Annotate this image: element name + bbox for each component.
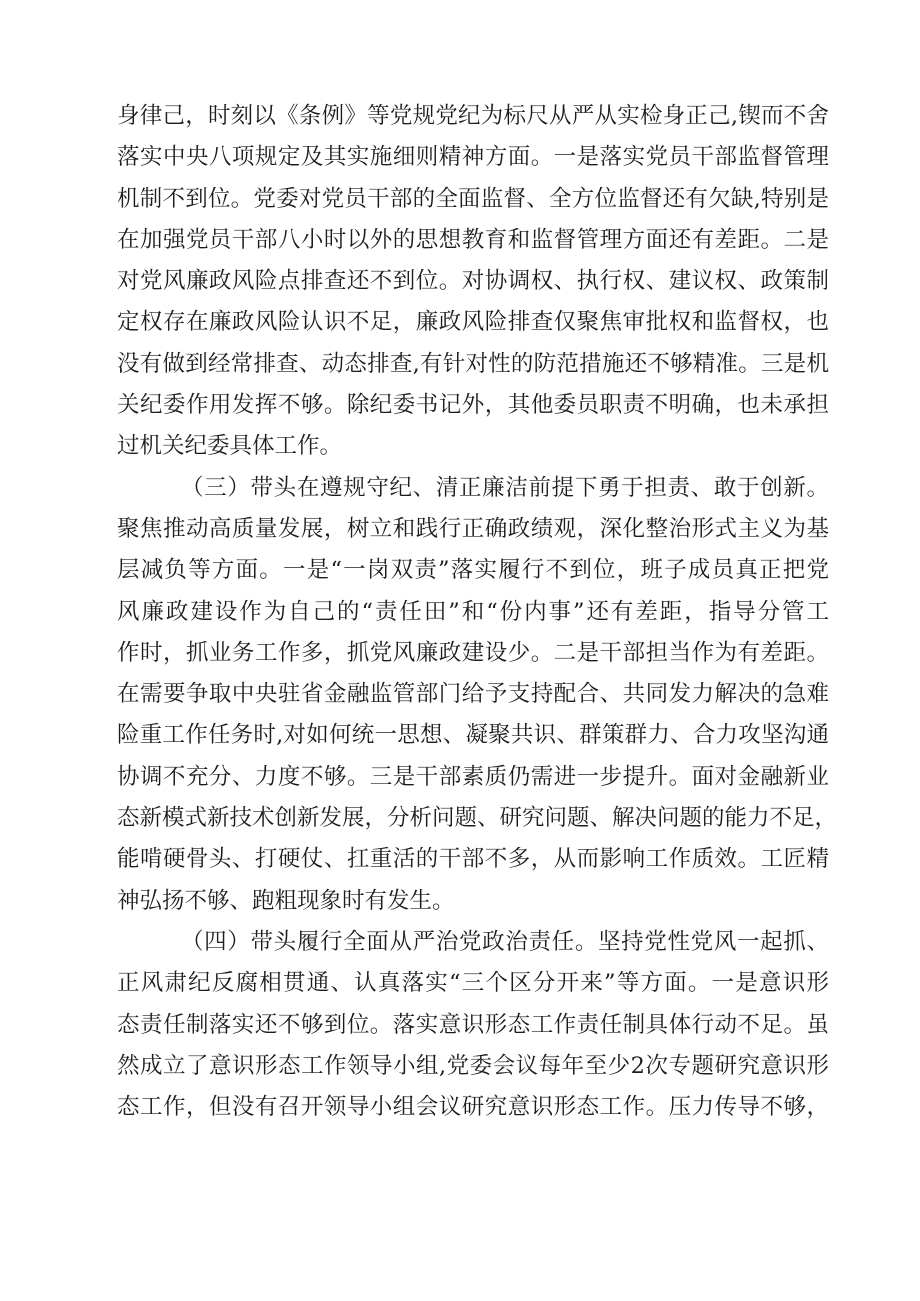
text-line: 聚焦推动高质量发展，树立和践行正确政绩观，深化整治形式主义为基 xyxy=(117,515,829,542)
text-line: 正风肃纪反腐相贯通、认真落实“三个区分开来”等方面。一是意识形 xyxy=(117,970,829,997)
text-line: 协调不充分、力度不够。三是干部素质仍需进一步提升。面对金融新业 xyxy=(117,763,829,790)
text-line: 机制不到位。党委对党员干部的全面监督、全方位监督还有欠缺,特别是 xyxy=(117,185,829,212)
text-line: 险重工作任务时,对如何统一思想、凝聚共识、群策群力、合力攻坚沟通 xyxy=(117,722,829,749)
text-line: 没有做到经常排查、动态排查,有针对性的防范措施还不够精准。三是机 xyxy=(117,350,829,377)
text-line: 落实中央八项规定及其实施细则精神方面。一是落实党员干部监督管理 xyxy=(117,144,829,171)
text-line: 定权存在廉政风险认识不足，廉政风险排查仅聚焦审批权和监督权，也 xyxy=(117,309,829,336)
text-line: 关纪委作用发挥不够。除纪委书记外，其他委员职责不明确，也未承担 xyxy=(117,392,829,419)
text-line: 风廉政建设作为自己的“责任田”和“份内事”还有差距，指导分管工 xyxy=(117,598,829,625)
body-text xyxy=(117,96,838,1128)
text-line: 能啃硬骨头、打硬仗、扛重活的干部不多，从而影响工作质效。工匠精 xyxy=(117,846,829,873)
text-line: 神弘扬不够、跑粗现象时有发生。 xyxy=(117,887,455,914)
text-line: 在需要争取中央驻省金融监管部门给予支持配合、共同发力解决的急难 xyxy=(117,681,829,708)
text-line: 在加强党员干部八小时以外的思想教育和监督管理方面还有差距。二是 xyxy=(117,226,829,253)
text-line: 态新模式新技术创新发展，分析问题、研究问题、解决问题的能力不足， xyxy=(117,805,838,832)
text-line: 态工作，但没有召开领导小组会议研究意识形态工作。压力传导不够， xyxy=(117,1094,829,1121)
text-line: 身律己，时刻以《条例》等党规党纪为标尺从严从实检身正己,锲而不舍 xyxy=(117,103,829,129)
text-line: 然成立了意识形态工作领导小组,党委会议每年至少2次专题研究意识形 xyxy=(117,1052,829,1079)
text-line: 作时，抓业务工作多，抓党风廉政建设少。二是干部担当作为有差距。 xyxy=(117,639,829,666)
text-line: 过机关纪委具体工作。 xyxy=(117,433,343,460)
text-line: 态责任制落实还不够到位。落实意识形态工作责任制具体行动不足。虽 xyxy=(117,1011,829,1038)
text-line: 层减负等方面。一是“一岗双责”落实履行不到位，班子成员真正把党 xyxy=(117,557,829,584)
text-line: 对党风廉政风险点排查还不到位。对协调权、执行权、建议权、政策制 xyxy=(117,268,829,295)
text-line: （三）带头在遵规守纪、清正廉洁前提下勇于担责、敢于创新。 xyxy=(181,474,829,501)
text-line: （四）带头履行全面从严治党政治责任。坚持党性党风一起抓、 xyxy=(181,928,829,955)
